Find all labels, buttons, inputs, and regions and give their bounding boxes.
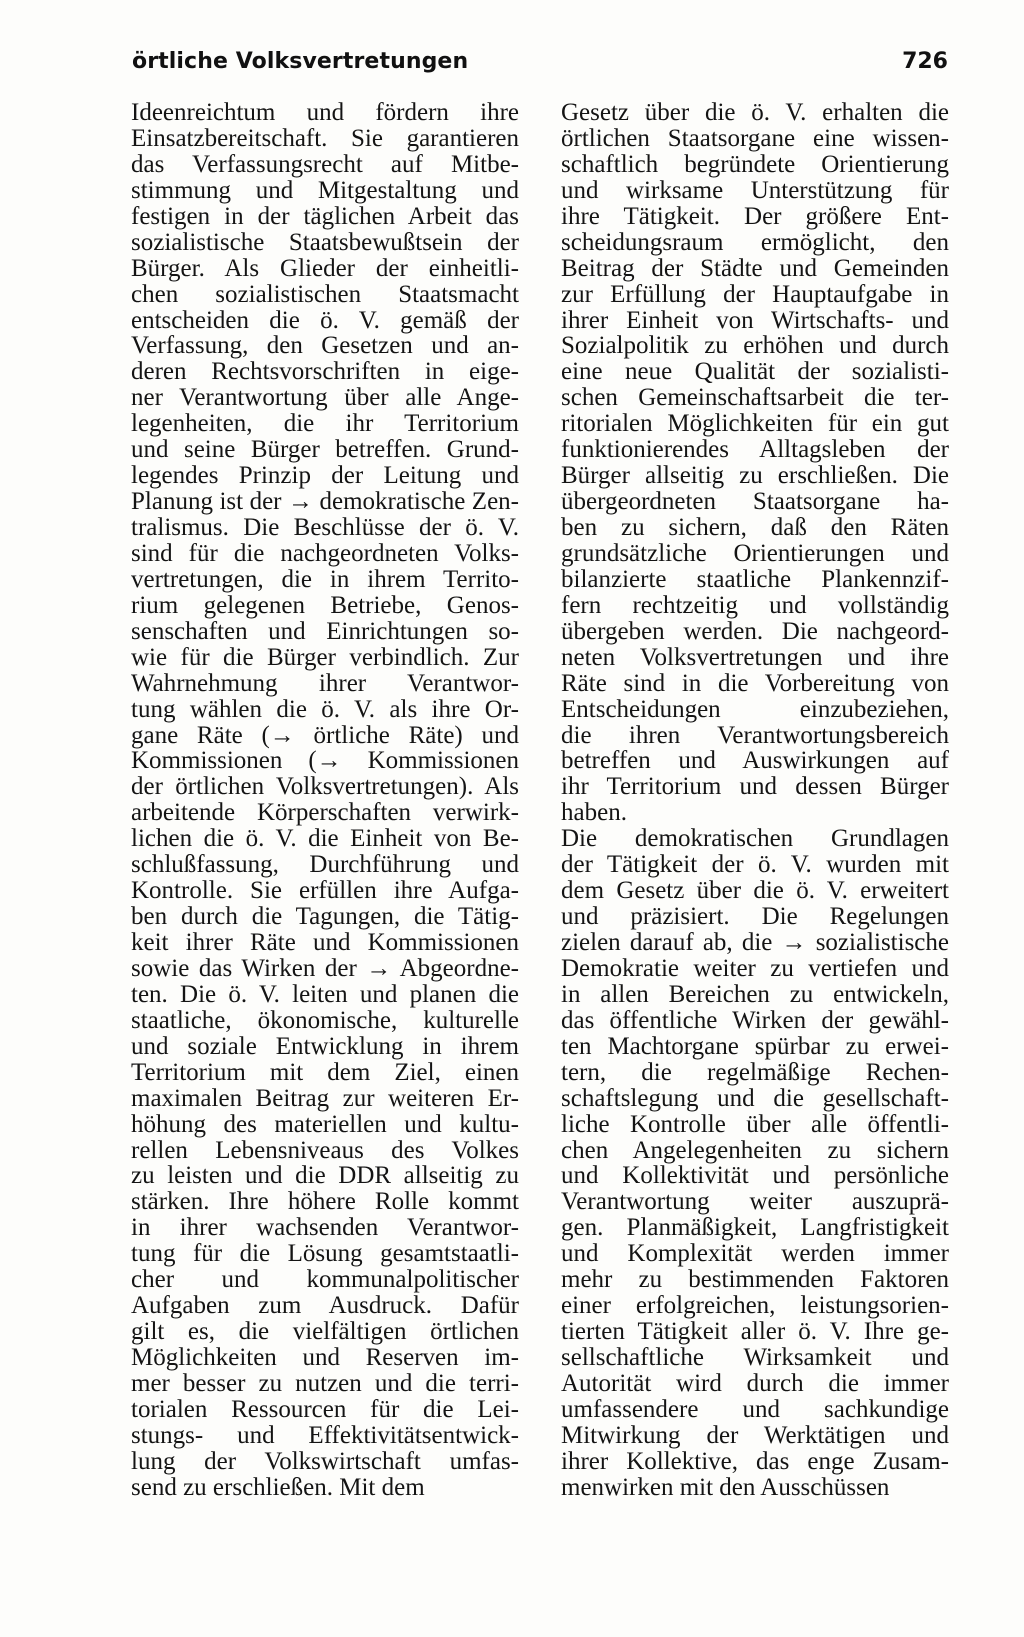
text-line: ben zu sichern, daß den Räten bbox=[561, 514, 949, 541]
text-line: ner Verantwortung über alle Ange- bbox=[131, 384, 519, 412]
text-line: Demokratie weiter zu vertiefen und bbox=[561, 954, 949, 982]
text-line: Einsatzbereitschaft. Sie garantieren bbox=[131, 124, 519, 152]
text-line: ihr Territorium und dessen Bürger bbox=[561, 773, 949, 801]
text-column-left bbox=[131, 100, 519, 1501]
text-line: Autorität wird durch die immer bbox=[561, 1369, 949, 1397]
text-line: mehr zu bestimmenden Faktoren bbox=[561, 1266, 949, 1294]
text-column-right bbox=[561, 100, 949, 1501]
text-line: lung der Volkswirtschaft umfas- bbox=[131, 1447, 519, 1475]
text-line: festigen in der täglichen Arbeit das bbox=[131, 202, 519, 230]
text-line: ten. Die ö. V. leiten und planen die bbox=[131, 980, 519, 1008]
text-line: send zu erschließen. Mit dem bbox=[131, 1473, 425, 1501]
text-line: Bürger allseitig zu erschließen. Die bbox=[561, 462, 949, 490]
text-line: tierten Tätigkeit aller ö. V. Ihre ge- bbox=[561, 1318, 949, 1346]
text-line: und präzisiert. Die Regelungen bbox=[561, 903, 949, 931]
text-line: grundsätzliche Orientierungen und bbox=[561, 539, 949, 567]
text-line: schlußfassung, Durchführung und bbox=[131, 851, 519, 879]
text-line: Beitrag der Städte und Gemeinden bbox=[561, 254, 949, 282]
text-line: der Tätigkeit der ö. V. wurden mit bbox=[561, 851, 949, 879]
text-line: übergeben werden. Die nachgeord- bbox=[561, 617, 949, 645]
text-line: sellschaftliche Wirksamkeit und bbox=[561, 1344, 949, 1371]
text-line: deren Rechtsvorschriften in eige- bbox=[131, 358, 519, 386]
text-line: sowie das Wirken der → Abgeordne- bbox=[131, 954, 519, 982]
text-line: Territorium mit dem Ziel, einen bbox=[131, 1058, 519, 1086]
text-line: funktionierendes Alltagsleben der bbox=[561, 436, 949, 464]
text-line: das Verfassungsrecht auf Mitbe- bbox=[131, 150, 519, 178]
text-line: und wirksame Unterstützung für bbox=[561, 176, 949, 204]
text-line: schen Gemeinschaftsarbeit die ter- bbox=[561, 384, 949, 412]
text-line: ben durch die Tagungen, die Tätig- bbox=[131, 903, 519, 931]
text-line: Sozialpolitik zu erhöhen und durch bbox=[561, 332, 949, 360]
text-line: rium gelegenen Betriebe, Genos- bbox=[131, 591, 519, 619]
text-line: tralismus. Die Beschlüsse der ö. V. bbox=[131, 514, 519, 541]
text-line: stärken. Ihre höhere Rolle kommt bbox=[131, 1188, 519, 1216]
text-line: lichen die ö. V. die Einheit von Be- bbox=[131, 825, 519, 853]
text-line: übergeordneten Staatsorgane ha- bbox=[561, 488, 949, 516]
text-line: zu leisten und die DDR allseitig zu bbox=[131, 1162, 519, 1190]
running-head-title: örtliche Volksvertretungen bbox=[132, 49, 469, 74]
text-line: die ihren Verantwortungsbereich bbox=[561, 721, 949, 749]
text-line: Planung ist der → demokratische Zen- bbox=[131, 488, 519, 516]
text-line: keit ihrer Räte und Kommissionen bbox=[131, 929, 519, 956]
text-line: fern rechtzeitig und vollständig bbox=[561, 591, 949, 619]
text-line: und soziale Entwicklung in ihrem bbox=[131, 1032, 519, 1060]
text-line: in ihrer wachsenden Verantwor- bbox=[131, 1214, 519, 1242]
text-line: örtlichen Staatsorgane eine wissen- bbox=[561, 124, 949, 152]
text-line: stimmung und Mitgestaltung und bbox=[131, 176, 519, 204]
text-line: tung für die Lösung gesamtstaatli- bbox=[131, 1240, 519, 1268]
text-line: und Kollektivität und persönliche bbox=[561, 1162, 949, 1190]
text-line: Die demokratischen Grundlagen bbox=[561, 825, 949, 853]
text-line: arbeitende Körperschaften verwirk- bbox=[131, 799, 519, 827]
text-line: Gesetz über die ö. V. erhalten die bbox=[561, 99, 949, 126]
text-line: chen Angelegenheiten zu sichern bbox=[561, 1136, 949, 1164]
text-line: legendes Prinzip der Leitung und bbox=[131, 462, 519, 490]
text-line: in allen Bereichen zu entwickeln, bbox=[561, 980, 949, 1008]
text-line: eine neue Qualität der sozialisti- bbox=[561, 358, 949, 386]
text-line: gilt es, die vielfältigen örtlichen bbox=[131, 1318, 519, 1346]
text-line: sind für die nachgeordneten Volks- bbox=[131, 539, 519, 567]
text-line: schaftlich begründete Orientierung bbox=[561, 150, 949, 178]
text-line: Wahrnehmung ihrer Verantwor- bbox=[131, 669, 519, 697]
text-line: umfassendere und sachkundige bbox=[561, 1395, 949, 1423]
text-line: Möglichkeiten und Reserven im- bbox=[131, 1344, 519, 1371]
text-line: betreffen und Auswirkungen auf bbox=[561, 747, 949, 775]
text-line: ten Machtorgane spürbar zu erwei- bbox=[561, 1032, 949, 1060]
text-line: menwirken mit den Ausschüssen bbox=[561, 1473, 890, 1501]
text-line: der örtlichen Volksvertretungen). Als bbox=[131, 773, 519, 801]
text-line: ihre Tätigkeit. Der größere Ent- bbox=[561, 202, 949, 230]
text-line: höhung des materiellen und kultu- bbox=[131, 1110, 519, 1138]
text-line: senschaften und Einrichtungen so- bbox=[131, 617, 519, 645]
text-line: rellen Lebensniveaus des Volkes bbox=[131, 1136, 519, 1164]
text-line: Ideenreichtum und fördern ihre bbox=[131, 99, 519, 126]
text-line: wie für die Bürger verbindlich. Zur bbox=[131, 643, 519, 671]
text-line: liche Kontrolle über alle öffentli- bbox=[561, 1110, 949, 1138]
text-line: Aufgaben zum Ausdruck. Dafür bbox=[131, 1292, 519, 1320]
text-line: und Komplexität werden immer bbox=[561, 1240, 949, 1268]
text-line: vertretungen, die in ihrem Territo- bbox=[131, 565, 519, 593]
text-line: Entscheidungen einzubeziehen, bbox=[561, 695, 949, 723]
text-line: stungs- und Effektivitätsentwick- bbox=[131, 1421, 519, 1449]
text-line: gane Räte (→ örtliche Räte) und bbox=[131, 721, 519, 749]
text-line: haben. bbox=[561, 799, 627, 827]
text-line: ritorialen Möglichkeiten für ein gut bbox=[561, 410, 949, 438]
text-line: Verfassung, den Gesetzen und an- bbox=[131, 332, 519, 360]
text-line: schaftslegung und die gesellschaft- bbox=[561, 1084, 949, 1112]
text-line: cher und kommunalpolitischer bbox=[131, 1266, 519, 1294]
text-line: und seine Bürger betreffen. Grund- bbox=[131, 436, 519, 464]
text-line: zur Erfüllung der Hauptaufgabe in bbox=[561, 280, 949, 308]
text-line: entscheiden die ö. V. gemäß der bbox=[131, 306, 519, 334]
text-line: ihrer Einheit von Wirtschafts- und bbox=[561, 306, 949, 334]
text-line: Räte sind in die Vorbereitung von bbox=[561, 669, 949, 697]
text-line: Verantwortung weiter auszuprä- bbox=[561, 1188, 949, 1216]
text-line: dem Gesetz über die ö. V. erweitert bbox=[561, 877, 949, 905]
text-line: chen sozialistischen Staatsmacht bbox=[131, 280, 519, 308]
text-line: tern, die regelmäßige Rechen- bbox=[561, 1058, 949, 1086]
text-line: ihrer Kollektive, das enge Zusam- bbox=[561, 1447, 949, 1475]
text-line: Mitwirkung der Werktätigen und bbox=[561, 1421, 949, 1449]
text-line: staatliche, ökonomische, kulturelle bbox=[131, 1006, 519, 1034]
text-line: bilanzierte staatliche Plankennzif- bbox=[561, 565, 949, 593]
text-line: einer erfolgreichen, leistungsorien- bbox=[561, 1292, 949, 1320]
text-line: torialen Ressourcen für die Lei- bbox=[131, 1395, 519, 1423]
text-line: neten Volksvertretungen und ihre bbox=[561, 643, 949, 671]
text-line: tung wählen die ö. V. als ihre Or- bbox=[131, 695, 519, 723]
text-line: gen. Planmäßigkeit, Langfristigkeit bbox=[561, 1214, 949, 1242]
text-line: Kontrolle. Sie erfüllen ihre Aufga- bbox=[131, 877, 519, 905]
text-line: das öffentliche Wirken der gewähl- bbox=[561, 1006, 949, 1034]
text-line: Bürger. Als Glieder der einheitli- bbox=[131, 254, 519, 282]
text-line: maximalen Beitrag zur weiteren Er- bbox=[131, 1084, 519, 1112]
text-line: mer besser zu nutzen und die terri- bbox=[131, 1369, 519, 1397]
text-line: sozialistische Staatsbewußtsein der bbox=[131, 228, 519, 256]
text-line: legenheiten, die ihr Territorium bbox=[131, 410, 519, 438]
text-line: zielen darauf ab, die → sozialistische bbox=[561, 929, 949, 956]
text-line: Kommissionen (→ Kommissionen bbox=[131, 747, 519, 775]
page-number: 726 bbox=[902, 49, 948, 74]
text-line: scheidungsraum ermöglicht, den bbox=[561, 228, 949, 256]
